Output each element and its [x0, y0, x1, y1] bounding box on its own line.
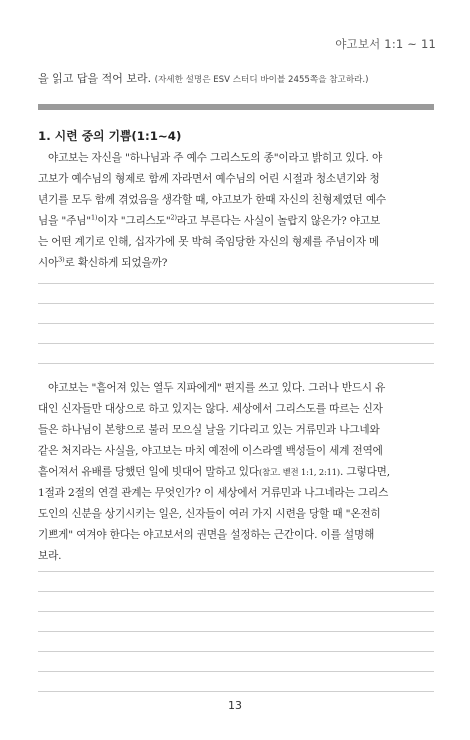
text-segment: 로 확신하게 되었을까?	[64, 257, 168, 269]
question-paragraph-1	[38, 148, 436, 274]
paragraph-line: 1절과 2절의 연결 관계는 무엇인가? 이 세상에서 거류민과 나그네라는 그리스	[38, 487, 389, 499]
paragraph-line: 야고보는 "흩어져 있는 열두 지파에게" 편지를 쓰고 있다. 그러나 반드시 유	[48, 382, 386, 394]
question-paragraph-2	[38, 378, 436, 567]
paragraph-line: 같은 처지라는 사실을, 야고보는 마치 예전에 이스라엘 백성들이 세계 전역에	[38, 445, 383, 457]
answer-line[interactable]	[38, 552, 434, 572]
paragraph-line: 는 어떤 계기로 인해, 십자가에 못 박혀 죽임당한 자신의 형제를 주님이자 메	[38, 236, 380, 248]
page-number: 13	[228, 699, 242, 712]
text-segment: 흩어져서 유배를 당했던 일에 빗대어 말하고 있다	[38, 466, 259, 478]
answer-line[interactable]	[38, 632, 434, 652]
running-head: 야고보서 1:1 ~ 11	[335, 37, 436, 51]
footnote-marker: 3)	[58, 255, 65, 264]
text-segment: 라고 부른다는 사실이 놀랍지 않은가? 야고보	[176, 215, 381, 227]
paragraph-line	[38, 462, 436, 483]
answer-line[interactable]	[38, 612, 434, 632]
section-title: 1. 시련 중의 기쁨(1:1~4)	[38, 129, 182, 143]
intro-text: 을 읽고 답을 적어 보라.	[38, 72, 152, 85]
intro-instruction	[38, 70, 440, 86]
answer-lines-2[interactable]	[38, 552, 434, 692]
intro-note: (자세한 설명은 ESV 스터디 바이블 2455쪽을 참고하라.)	[154, 75, 369, 85]
paragraph-line: 야고보는 자신을 "하나님과 주 예수 그리스도의 종"이라고 밝히고 있다. 야	[48, 152, 383, 164]
section-divider	[38, 104, 434, 110]
paragraph-line: 도인의 신분을 상기시키는 일은, 신자들이 여러 가지 시련을 당할 때 "온전히	[38, 508, 381, 520]
scripture-reference: (참고. 벧전 1:1, 2:11)	[258, 467, 340, 477]
answer-line[interactable]	[38, 324, 434, 344]
answer-line[interactable]	[38, 672, 434, 692]
paragraph-line: 년기를 모두 함께 겪었음을 생각할 때, 야고보가 한때 자신의 친형제였던 예수	[38, 194, 386, 206]
paragraph-line: 고보가 예수님의 형제로 함께 자라면서 예수님의 어린 시절과 청소년기와 청	[38, 173, 380, 185]
text-segment: 님을 "주님"	[38, 215, 91, 227]
answer-line[interactable]	[38, 592, 434, 612]
paragraph-line: 대인 신자들만 대상으로 하고 있지는 않다. 세상에서 그리스도를 따르는 신자	[38, 403, 383, 415]
answer-line[interactable]	[38, 652, 434, 672]
footnote-marker: 1)	[91, 213, 98, 222]
paragraph-line: 들은 하나님이 본향으로 불러 모으실 날을 기다리고 있는 거류민과 나그네와	[38, 424, 380, 436]
answer-line[interactable]	[38, 284, 434, 304]
text-segment: . 그렇다면,	[340, 466, 390, 478]
paragraph-line	[38, 211, 436, 232]
answer-line[interactable]	[38, 572, 434, 592]
answer-line[interactable]	[38, 264, 434, 284]
answer-line[interactable]	[38, 304, 434, 324]
text-segment: 시아	[38, 257, 59, 269]
answer-lines-1[interactable]	[38, 264, 434, 364]
paragraph-line: 기쁘게" 여겨야 한다는 야고보서의 권면을 설정하는 근간이다. 이를 설명해	[38, 529, 375, 541]
footnote-marker: 2)	[170, 213, 177, 222]
text-segment: 이자 "그리스도"	[97, 215, 171, 227]
paragraph-line: 보라.	[38, 550, 62, 562]
answer-line[interactable]	[38, 344, 434, 364]
